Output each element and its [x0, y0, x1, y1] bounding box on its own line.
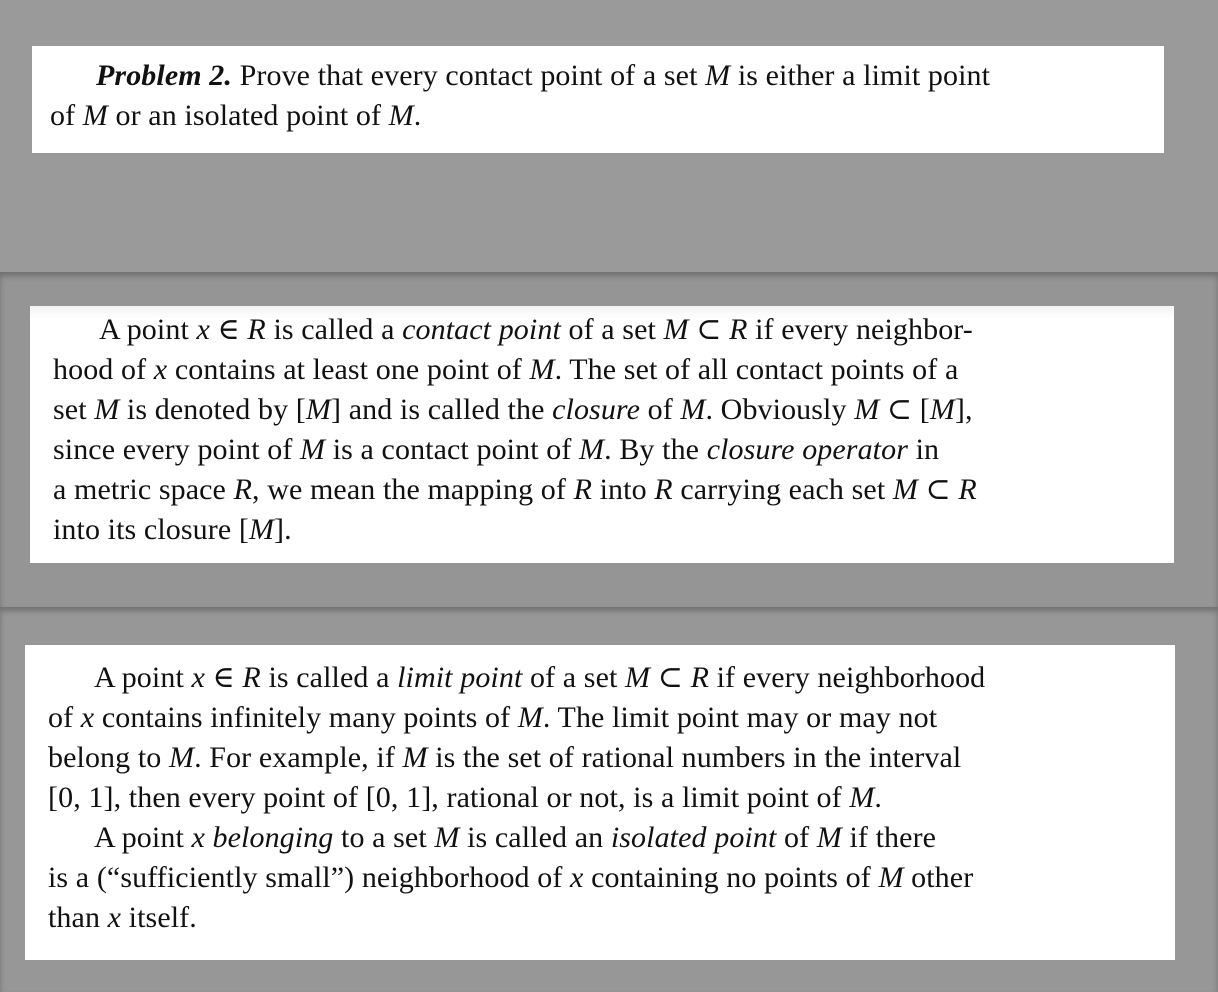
isolated-point-paragraph: A point x belonging to a set M is called an isolated point of M if there is a (“sufficiently small”) neighborhood of x containing no points of M other than x itself. [48, 821, 974, 934]
term-belonging: belonging [212, 821, 334, 854]
contact-point-definition-card [30, 306, 1174, 563]
problem-statement: Problem 2. Prove that every contact point of a set M is either a limit point of M or an isolated point of M. [50, 59, 991, 132]
term-contact-point: contact point [402, 313, 561, 346]
limit-isolated-definition-card [25, 645, 1175, 960]
problem-label: Problem 2. [96, 59, 232, 92]
term-limit-point: limit point [397, 661, 523, 694]
contact-point-paragraph: A point x ∈ R is called a contact point of a set M ⊂ R if every neighbor- hood of x contains at least one point of M. The set of all contact points of a set M is denoted by [M] and is called the closure of M. Obviously M ⊂ [M], since every point of M is a contact point of M. By the closure operator in a metric space R, we mean the mapping of R into R carrying each set M ⊂ R into its closure [M]. [53, 313, 977, 546]
problem-card [32, 46, 1164, 153]
term-closure: closure [552, 393, 640, 426]
limit-point-paragraph: A point x ∈ R is called a limit point of a set M ⊂ R if every neighborhood of x contains infinitely many points of M. The limit point may or may not belong to M. For example, if M is the set of rational numbers in the interval [0, 1], then every point of [0, 1], rational or not, is a limit point of M. [48, 661, 986, 814]
term-closure-operator: closure operator [706, 433, 908, 466]
term-isolated-point: isolated point [610, 821, 777, 854]
